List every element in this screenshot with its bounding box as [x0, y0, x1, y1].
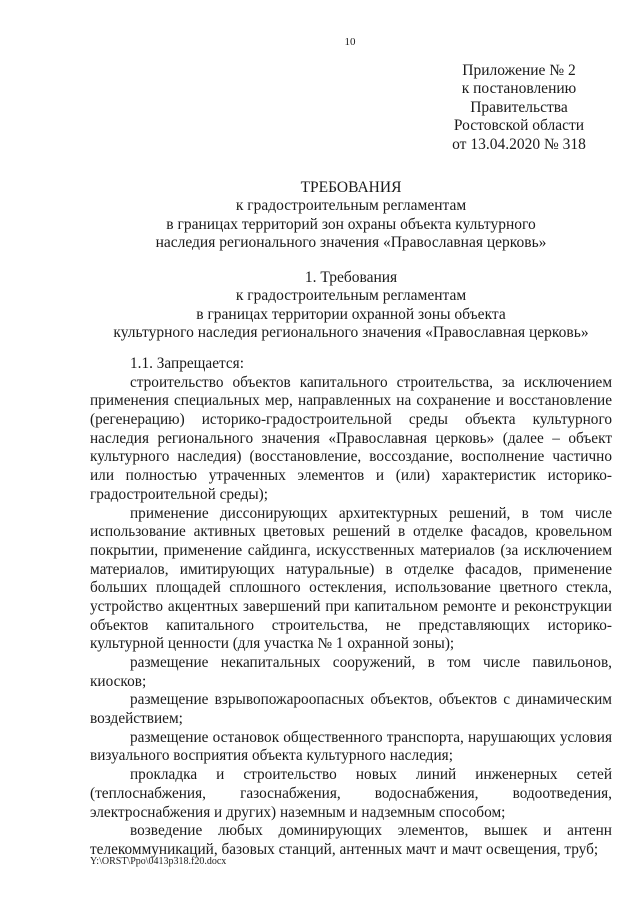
body-line: киосков;	[90, 672, 147, 690]
body-line: размещение взрывопожароопасных объектов, объектов с динамическим	[130, 691, 612, 709]
body-line: градостроительной среды);	[90, 485, 269, 503]
file-path-footer: Y:\ORST\Ppo\0413p318.f20.docx	[90, 856, 227, 867]
body-line: больших площадей сплошного остекления, использование цветного стекла,	[90, 579, 612, 597]
body-line: объектов капитального строительства, не представляющих историко-	[90, 616, 612, 634]
body-line: возведение любых доминирующих элементов, вышек и антенн	[130, 822, 612, 840]
body-line: применения специальных мер, направленных на сохранение и восстановление	[90, 392, 612, 410]
section-line: 1. Требования	[304, 269, 398, 286]
section-title	[88, 269, 614, 343]
body-line: материалов, имитирующих натуральные) в отделке фасадов, применение	[90, 560, 612, 578]
body-line: (регенерацию) историко-градостроительной среды объекта культурного	[90, 411, 612, 429]
annex-header	[440, 62, 598, 154]
page-number: 10	[344, 36, 356, 48]
body-line: (теплоснабжения, газоснабжения, водоснабжения, водоотведения,	[90, 784, 612, 802]
annex-line: к постановлению	[461, 80, 577, 98]
body-line: культурной ценности (для участка № 1 охранной зоны);	[90, 635, 455, 653]
body-text	[90, 355, 612, 860]
body-line: электроснабжения и других) наземным и надземным способом;	[90, 803, 506, 821]
title-line: в границах территорий зон охраны объекта культурного	[166, 215, 536, 233]
body-line: размещение некапитальных сооружений, в том числе павильонов,	[130, 654, 612, 671]
body-line: строительство объектов капитального строительства, за исключением	[130, 373, 612, 391]
body-line: культурного наследия) (восстановление, воссоздание, восполнение частично	[90, 448, 612, 466]
body-line: прокладка и строительство новых линий инженерных сетей	[130, 766, 612, 784]
body-line: телекоммуникаций, базовых станций, антенных мачт и мачт освещения, труб;	[90, 840, 599, 858]
section-line: в границах территории охранной зоны объекта	[196, 305, 506, 323]
body-line: воздействием;	[90, 710, 183, 728]
annex-line: от 13.04.2020 № 318	[452, 135, 586, 153]
body-line: или полностью утраченных элементов и (или) характеристик историко-	[90, 467, 612, 485]
title-heading: ТРЕБОВАНИЯ	[300, 179, 402, 196]
body-line: наследия регионального значения «Православная церковь» (далее – объект	[90, 429, 612, 447]
body-line: использование активных цветовых решений в отделке фасадов, кровельном	[90, 523, 612, 541]
annex-line: Правительства	[470, 98, 568, 116]
annex-line: Ростовской области	[453, 117, 585, 135]
section-line: культурного наследия регионального значения «Православная церковь»	[113, 324, 589, 342]
body-line: применение диссонирующих архитектурных решений, в том числе	[130, 504, 612, 522]
section-line: к градостроительным регламентам	[235, 287, 467, 305]
body-line: устройство акцентных завершений при капитальном ремонте и реконструкции	[90, 597, 612, 615]
document-title	[88, 179, 614, 253]
title-line: к градостроительным регламентам	[235, 197, 467, 215]
body-line: покрытии, применение сайдинга, искусственных материалов (за исключением	[90, 541, 612, 559]
annex-line: Приложение № 2	[462, 62, 576, 79]
body-line: визуального восприятия объекта культурного наследия;	[90, 747, 453, 765]
title-line: наследия регионального значения «Православная церковь»	[155, 234, 547, 252]
body-line: размещение остановок общественного транспорта, нарушающих условия	[130, 728, 612, 746]
clause-heading: 1.1. Запрещается:	[130, 355, 244, 372]
